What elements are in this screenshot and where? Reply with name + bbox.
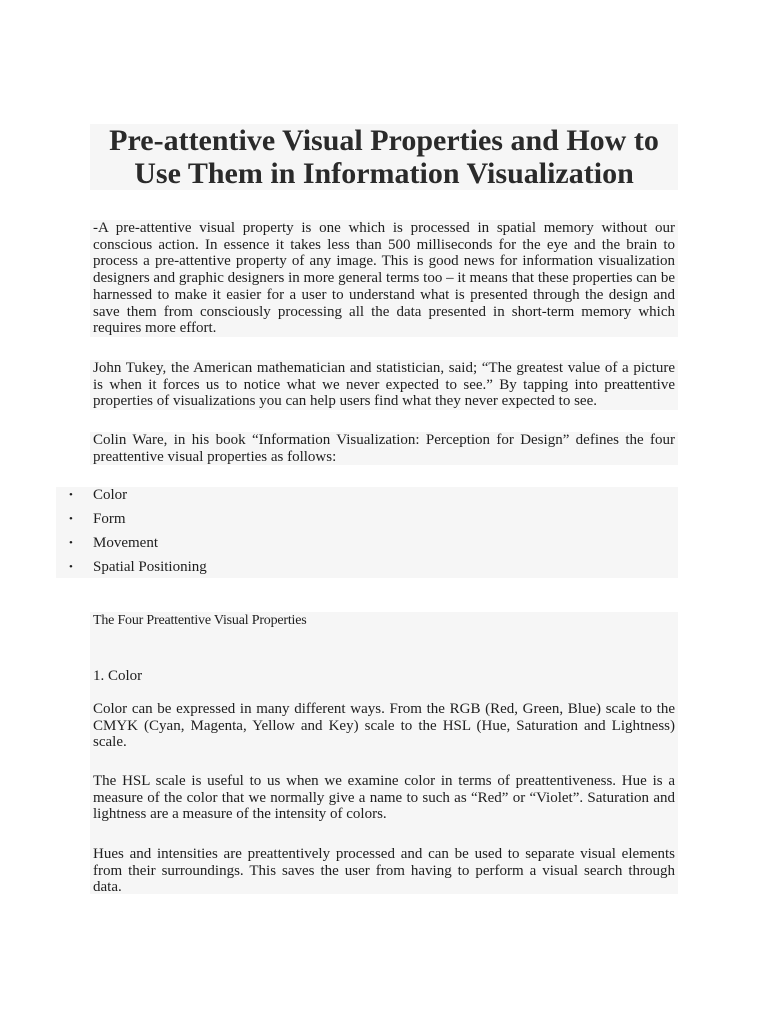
bullet-glyph: •	[69, 561, 73, 573]
list-item	[56, 487, 678, 511]
list-item-label: Spatial Positioning	[93, 559, 207, 575]
paragraph-tukey: John Tukey, the American mathematician and statistician, said; “The greatest value of a picture is when it forces us to notice what we never expected to see.” By tapping into preattentive properties of visualizations you can help users find what they never expected to see.	[90, 360, 678, 410]
paragraph-hues: Hues and intensities are preattentively processed and can be used to separate visual elements from their surroundings. This saves the user from having to perform a visual search through data.	[93, 846, 675, 896]
subheading-color: 1. Color	[93, 668, 143, 684]
list-item	[56, 511, 678, 535]
bullet-glyph: •	[69, 513, 73, 525]
bullet-glyph: •	[69, 537, 73, 549]
paragraph-hsl: The HSL scale is useful to us when we examine color in terms of preattentiveness. Hue is a measure of the color that we normally give a name to such as “Red” or “Violet”. Saturation and lightness are a measure of the intensity of colors.	[93, 773, 675, 823]
properties-list	[56, 487, 678, 578]
list-item	[56, 535, 678, 559]
list-item-label: Form	[93, 511, 126, 527]
paragraph-ware: Colin Ware, in his book “Information Visualization: Perception for Design” defines the four preattentive visual properties as follows:	[90, 432, 678, 465]
list-item-label: Movement	[93, 535, 158, 551]
bullet-glyph: •	[69, 489, 73, 501]
title-line-1: Pre-attentive Visual Properties and How to	[109, 124, 659, 157]
paragraph-intro: -A pre-attentive visual property is one which is processed in spatial memory without our conscious action. In essence it takes less than 500 milliseconds for the eye and the brain to process a pre-attentive property of any image. This is good news for information visualization designers and graphic designers in more general terms too – it means that these properties can be harnessed to make it easier for a user to understand what is presented through the design and save them from consciously processing all the data presented in short-term memory which requires more effort.	[90, 220, 678, 337]
list-item-label: Color	[93, 487, 128, 503]
section-heading: The Four Preattentive Visual Properties	[93, 613, 307, 628]
paragraph-color-scales: Color can be expressed in many different ways. From the RGB (Red, Green, Blue) scale to the CMYK (Cyan, Magenta, Yellow and Key) scale to the HSL (Hue, Saturation and Lightness) scale.	[93, 701, 675, 751]
document-title	[90, 124, 678, 190]
title-line-2: Use Them in Information Visualization	[134, 157, 634, 190]
list-item	[56, 559, 678, 583]
